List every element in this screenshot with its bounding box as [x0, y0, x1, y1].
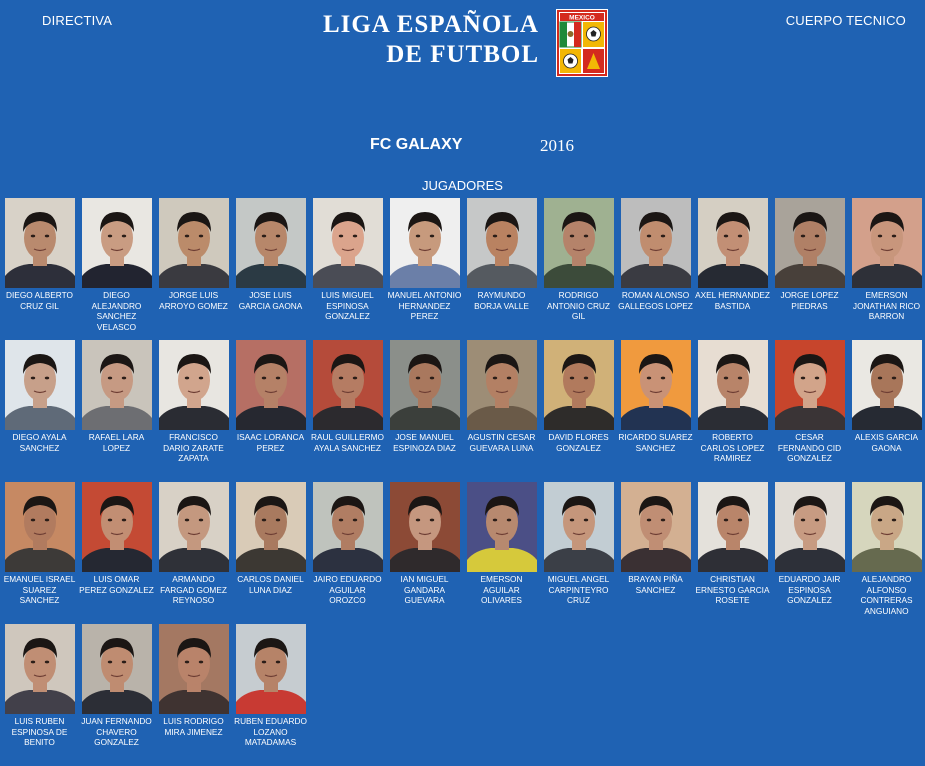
player-name: ROBERTO CARLOS LOPEZ RAMIREZ — [700, 432, 765, 464]
player-portrait-icon — [82, 198, 152, 288]
player-card[interactable] — [463, 340, 540, 453]
player-card[interactable] — [771, 340, 848, 464]
crest-label: MEXICO — [569, 14, 595, 22]
player-photo[interactable] — [775, 340, 845, 430]
player-name: CESAR FERNANDO CID GONZALEZ — [777, 432, 842, 464]
player-card[interactable] — [232, 198, 309, 311]
player-photo[interactable] — [775, 198, 845, 288]
player-name: MIGUEL ANGEL CARPINTEYRO CRUZ — [547, 574, 610, 606]
player-portrait-icon — [698, 198, 768, 288]
player-name: LUIS OMAR PEREZ GONZALEZ — [79, 574, 154, 595]
player-photo[interactable] — [236, 624, 306, 714]
player-portrait-icon — [313, 198, 383, 288]
player-name: JOSE LUIS GARCIA GAONA — [238, 290, 303, 311]
player-name: RAUL GUILLERMO AYALA SANCHEZ — [311, 432, 384, 453]
player-name: JOSE MANUEL ESPINOZA DIAZ — [393, 432, 456, 453]
player-name: RODRIGO ANTONIO CRUZ GIL — [547, 290, 610, 322]
player-name: EMERSON JONATHAN RICO BARRON — [852, 290, 921, 322]
player-name: AGUSTIN CESAR GUEVARA LUNA — [467, 432, 536, 453]
player-card[interactable] — [232, 624, 309, 748]
team-year: 2016 — [540, 136, 574, 155]
player-name: JAIRO EDUARDO AGUILAR OROZCO — [313, 574, 382, 606]
player-name: ALEJANDRO ALFONSO CONTRERAS ANGUIANO — [860, 574, 913, 616]
nav-directiva-link[interactable]: DIRECTIVA — [42, 13, 113, 28]
player-photo[interactable] — [236, 482, 306, 572]
player-name: JORGE LOPEZ PIEDRAS — [780, 290, 839, 311]
player-portrait-icon — [390, 482, 460, 572]
player-card[interactable] — [694, 482, 771, 606]
player-name: RICARDO SUAREZ SANCHEZ — [618, 432, 693, 453]
player-portrait-icon — [852, 198, 922, 288]
player-name: CHRISTIAN ERNESTO GARCIA ROSETE — [695, 574, 770, 606]
league-title-line2: DE FUTBOL — [386, 41, 539, 68]
player-name: BRAYAN PIÑA SANCHEZ — [628, 574, 683, 595]
player-name: ALEXIS GARCIA GAONA — [854, 432, 919, 453]
player-card[interactable] — [617, 340, 694, 453]
player-card[interactable] — [309, 340, 386, 453]
player-photo[interactable] — [390, 198, 460, 288]
player-photo[interactable] — [82, 198, 152, 288]
player-portrait-icon — [544, 340, 614, 430]
player-portrait-icon — [698, 340, 768, 430]
player-photo[interactable] — [852, 198, 922, 288]
player-card[interactable] — [78, 340, 155, 453]
player-card[interactable] — [155, 340, 232, 464]
player-name: EMANUEL ISRAEL SUAREZ SANCHEZ — [3, 574, 76, 606]
player-name: RAYMUNDO BORJA VALLE — [474, 290, 529, 311]
player-photo[interactable] — [313, 198, 383, 288]
player-portrait-icon — [5, 624, 75, 714]
player-photo[interactable] — [159, 624, 229, 714]
player-card[interactable] — [386, 198, 463, 322]
player-photo[interactable] — [159, 482, 229, 572]
section-title-jugadores: JUGADORES — [422, 178, 503, 193]
player-photo[interactable] — [159, 340, 229, 430]
player-portrait-icon — [467, 198, 537, 288]
player-card[interactable] — [463, 198, 540, 311]
player-name: AXEL HERNANDEZ BASTIDA — [695, 290, 770, 311]
player-card[interactable] — [1, 624, 78, 748]
player-photo[interactable] — [390, 340, 460, 430]
player-card[interactable] — [540, 340, 617, 453]
player-card[interactable] — [694, 340, 771, 464]
league-crest-icon — [556, 9, 608, 77]
player-name: JORGE LUIS ARROYO GOMEZ — [159, 290, 228, 311]
player-name: LUIS RODRIGO MIRA JIMENEZ — [163, 716, 224, 737]
player-portrait-icon — [313, 482, 383, 572]
player-photo[interactable] — [621, 482, 691, 572]
player-portrait-icon — [621, 482, 691, 572]
player-photo[interactable] — [544, 340, 614, 430]
player-name: IAN MIGUEL GANDARA GUEVARA — [400, 574, 449, 606]
player-card[interactable] — [617, 198, 694, 311]
player-card[interactable] — [1, 482, 78, 606]
player-portrait-icon — [852, 482, 922, 572]
player-portrait-icon — [544, 198, 614, 288]
player-name: ISAAC LORANCA PEREZ — [236, 432, 305, 453]
player-photo[interactable] — [82, 482, 152, 572]
player-photo[interactable] — [698, 340, 768, 430]
player-portrait-icon — [159, 340, 229, 430]
player-photo[interactable] — [467, 340, 537, 430]
player-card[interactable] — [848, 198, 925, 322]
player-name: ARMANDO FARGAD GOMEZ REYNOSO — [160, 574, 227, 606]
player-portrait-icon — [5, 198, 75, 288]
player-card[interactable] — [78, 198, 155, 332]
player-photo[interactable] — [852, 340, 922, 430]
player-card[interactable] — [1, 340, 78, 453]
player-photo[interactable] — [313, 482, 383, 572]
player-portrait-icon — [236, 624, 306, 714]
player-photo[interactable] — [5, 624, 75, 714]
player-name: MANUEL ANTONIO HERNANDEZ PEREZ — [387, 290, 462, 322]
player-card[interactable] — [1, 198, 78, 311]
player-photo[interactable] — [82, 624, 152, 714]
player-card[interactable] — [617, 482, 694, 595]
player-photo[interactable] — [159, 198, 229, 288]
player-photo[interactable] — [467, 482, 537, 572]
player-card[interactable] — [540, 198, 617, 322]
player-photo[interactable] — [313, 340, 383, 430]
player-name: DIEGO AYALA SANCHEZ — [12, 432, 67, 453]
player-name: DAVID FLORES GONZALEZ — [548, 432, 609, 453]
player-portrait-icon — [390, 340, 460, 430]
player-photo[interactable] — [236, 198, 306, 288]
player-photo[interactable] — [621, 198, 691, 288]
player-portrait-icon — [236, 482, 306, 572]
player-name: EMERSON AGUILAR OLIVARES — [480, 574, 523, 606]
player-portrait-icon — [467, 482, 537, 572]
player-photo[interactable] — [698, 482, 768, 572]
player-card[interactable] — [463, 482, 540, 606]
player-photo[interactable] — [544, 198, 614, 288]
player-photo[interactable] — [5, 198, 75, 288]
player-portrait-icon — [5, 482, 75, 572]
player-portrait-icon — [544, 482, 614, 572]
player-portrait-icon — [159, 198, 229, 288]
player-name: EDUARDO JAIR ESPINOSA GONZALEZ — [778, 574, 841, 606]
player-photo[interactable] — [467, 198, 537, 288]
player-name: DIEGO ALEJANDRO SANCHEZ VELASCO — [91, 290, 142, 332]
player-card[interactable] — [309, 482, 386, 606]
player-photo[interactable] — [82, 340, 152, 430]
player-card[interactable] — [78, 482, 155, 595]
player-photo[interactable] — [5, 340, 75, 430]
player-card[interactable] — [309, 198, 386, 322]
player-portrait-icon — [236, 340, 306, 430]
player-name: DIEGO ALBERTO CRUZ GIL — [5, 290, 73, 311]
team-name: FC GALAXY — [370, 136, 463, 153]
player-portrait-icon — [236, 198, 306, 288]
player-portrait-icon — [390, 198, 460, 288]
player-portrait-icon — [82, 624, 152, 714]
player-photo[interactable] — [852, 482, 922, 572]
player-card[interactable] — [694, 198, 771, 311]
player-name: LUIS RUBEN ESPINOSA DE BENITO — [11, 716, 68, 748]
player-card[interactable] — [540, 482, 617, 606]
player-name: JUAN FERNANDO CHAVERO GONZALEZ — [81, 716, 152, 748]
player-card[interactable] — [155, 624, 232, 737]
player-portrait-icon — [698, 482, 768, 572]
player-photo[interactable] — [698, 198, 768, 288]
player-portrait-icon — [467, 340, 537, 430]
league-title-line1: LIGA ESPAÑOLA — [322, 11, 539, 38]
player-portrait-icon — [5, 340, 75, 430]
player-photo[interactable] — [390, 482, 460, 572]
player-portrait-icon — [775, 482, 845, 572]
player-name: FRANCISCO DARIO ZARATE ZAPATA — [163, 432, 224, 464]
player-portrait-icon — [852, 340, 922, 430]
player-card[interactable] — [232, 482, 309, 595]
player-portrait-icon — [621, 198, 691, 288]
player-name: RUBEN EDUARDO LOZANO MATADAMAS — [234, 716, 307, 748]
player-card[interactable] — [232, 340, 309, 453]
player-portrait-icon — [775, 340, 845, 430]
player-name: ROMAN ALONSO GALLEGOS LOPEZ — [618, 290, 693, 311]
player-card[interactable] — [155, 482, 232, 606]
nav-cuerpo-tecnico-link[interactable]: CUERPO TECNICO — [785, 13, 906, 28]
player-portrait-icon — [159, 624, 229, 714]
player-name: CARLOS DANIEL LUNA DIAZ — [237, 574, 304, 595]
league-title — [283, 10, 539, 70]
player-name: RAFAEL LARA LOPEZ — [88, 432, 145, 453]
player-portrait-icon — [82, 340, 152, 430]
player-card[interactable] — [78, 624, 155, 748]
player-photo[interactable] — [544, 482, 614, 572]
player-card[interactable] — [771, 198, 848, 311]
player-portrait-icon — [159, 482, 229, 572]
player-photo[interactable] — [775, 482, 845, 572]
player-photo[interactable] — [236, 340, 306, 430]
player-card[interactable] — [771, 482, 848, 606]
player-name: LUIS MIGUEL ESPINOSA GONZALEZ — [321, 290, 374, 322]
player-card[interactable] — [386, 482, 463, 606]
player-photo[interactable] — [5, 482, 75, 572]
player-card[interactable] — [848, 482, 925, 616]
player-card[interactable] — [155, 198, 232, 311]
player-portrait-icon — [313, 340, 383, 430]
player-portrait-icon — [775, 198, 845, 288]
player-card[interactable] — [386, 340, 463, 453]
player-portrait-icon — [82, 482, 152, 572]
player-card[interactable] — [848, 340, 925, 453]
player-portrait-icon — [621, 340, 691, 430]
player-photo[interactable] — [621, 340, 691, 430]
